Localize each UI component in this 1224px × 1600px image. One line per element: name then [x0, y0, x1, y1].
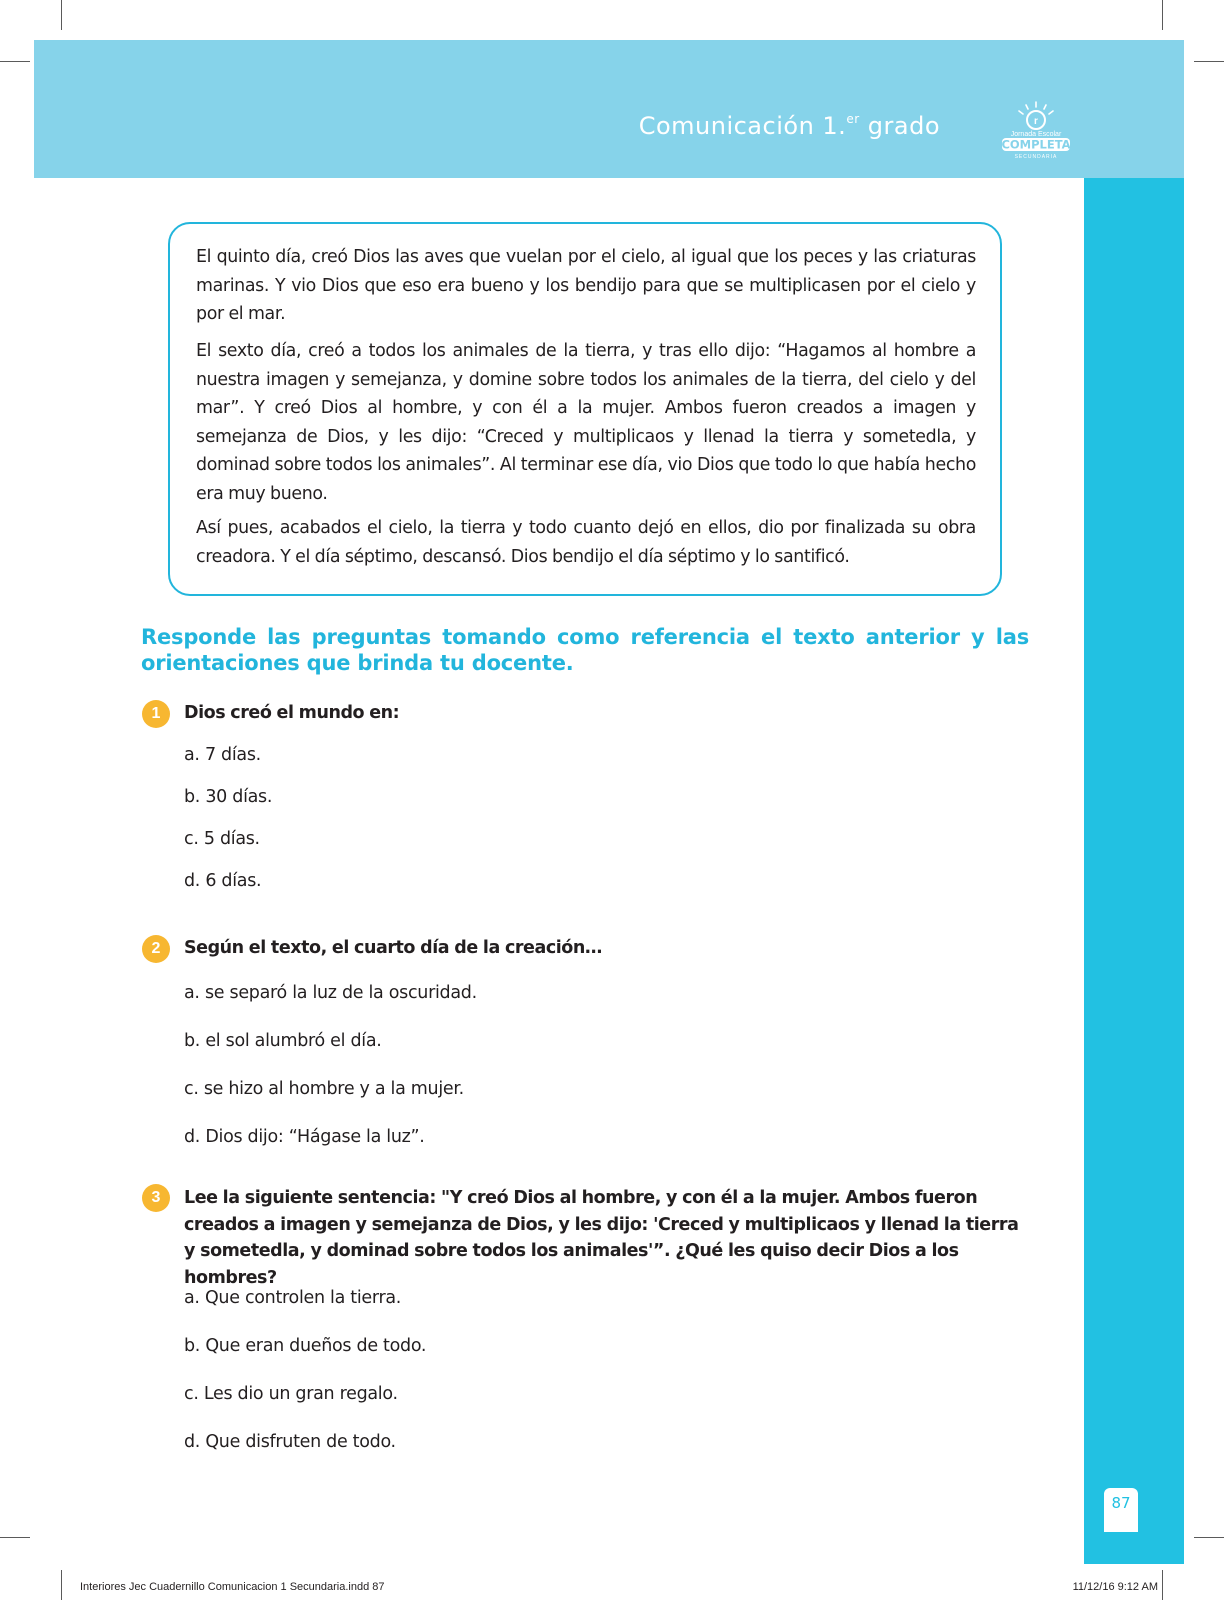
reading-text-box	[168, 222, 1002, 596]
svg-text:Jornada Escolar: Jornada Escolar	[1010, 131, 1062, 138]
reading-paragraph: Así pues, acabados el cielo, la tierra y todo cuanto dejó en ellos, dio por finalizada su obra creadora. Y el día séptimo, descansó. Dios bendijo el día séptimo y lo santificó.	[196, 518, 976, 567]
crop-mark	[1194, 1537, 1224, 1538]
answer-option: a. se separó la luz de la oscuridad.	[184, 983, 477, 1003]
page-number: 87	[1104, 1488, 1138, 1532]
answer-option: a. Que controlen la tierra.	[184, 1288, 402, 1308]
answer-option: a. 7 días.	[184, 745, 261, 765]
page-header-title: Comunicación 1.$^{er}$ grado	[638, 112, 940, 140]
instruction-heading: Responde las preguntas tomando como referencia el texto anterior y las orientaciones que brinda tu docente.	[141, 625, 1029, 675]
crop-mark	[1162, 0, 1163, 30]
side-band	[1084, 178, 1184, 1564]
jornada-escolar-completa-logo	[996, 100, 1076, 160]
crop-mark	[61, 1570, 62, 1600]
question-text: Según el texto, el cuarto día de la creación…	[184, 938, 602, 958]
reading-paragraph: El sexto día, creó a todos los animales de la tierra, y tras ello dijo: “Hagamos al hombre a nuestra imagen y semejanza, y domine sobre todos los animales de la tierra, del cielo y del mar”. Y creó Dios al hombre, y con él a la mujer. Ambos fueron creados a imagen y semejanza de Dios, y les dijo: “Creced y multiplicaos y llenad la tierra y sometedla, y dominad sobre todos los animales”. Al terminar ese día, vio Dios que todo lo que había hecho era muy bueno.	[196, 341, 976, 504]
answer-option: d. 6 días.	[184, 871, 262, 891]
crop-mark	[0, 61, 30, 62]
answer-option: b. 30 días.	[184, 787, 273, 807]
svg-text:r: r	[1034, 116, 1038, 127]
question-number-badge: 1	[142, 700, 170, 728]
answer-option: d. Dios dijo: “Hágase la luz”.	[184, 1127, 425, 1147]
question-text: Lee la siguiente sentencia: "Y creó Dios al hombre, y con él a la mujer. Ambos fueron creados a imagen y semejanza de Dios, y les dijo: 'Creced y multiplicaos y llenad la tierra y sometedla, y dominad sobre todos los animales'”. ¿Qué les quiso decir Dios a los hombres?	[184, 1188, 1019, 1288]
footer-date: 11/12/16 9:12 AM	[1072, 1581, 1158, 1593]
reading-paragraph: El quinto día, creó Dios las aves que vuelan por el cielo, al igual que los peces y las criaturas marinas. Y vio Dios que eso era bueno y los bendijo para que se multiplicasen por el cielo y por el mar.	[196, 247, 976, 324]
answer-option: b. el sol alumbró el día.	[184, 1031, 382, 1051]
svg-text:SECUNDARIA: SECUNDARIA	[1014, 154, 1058, 160]
answer-option: c. 5 días.	[184, 829, 260, 849]
answer-option: c. Les dio un gran regalo.	[184, 1384, 398, 1404]
answer-option: b. Que eran dueños de todo.	[184, 1336, 427, 1356]
crop-mark	[1162, 1570, 1163, 1600]
footer-file-name: Interiores Jec Cuadernillo Comunicacion 1 Secundaria.indd 87	[80, 1581, 385, 1593]
question-text: Dios creó el mundo en:	[184, 703, 400, 723]
crop-mark	[0, 1537, 30, 1538]
answer-option: c. se hizo al hombre y a la mujer.	[184, 1079, 464, 1099]
crop-mark	[61, 0, 62, 30]
answer-option: d. Que disfruten de todo.	[184, 1432, 396, 1452]
crop-mark	[1194, 61, 1224, 62]
svg-text:COMPLETA: COMPLETA	[1001, 137, 1071, 152]
question-number-badge: 2	[142, 935, 170, 963]
question-number-badge: 3	[142, 1184, 170, 1212]
